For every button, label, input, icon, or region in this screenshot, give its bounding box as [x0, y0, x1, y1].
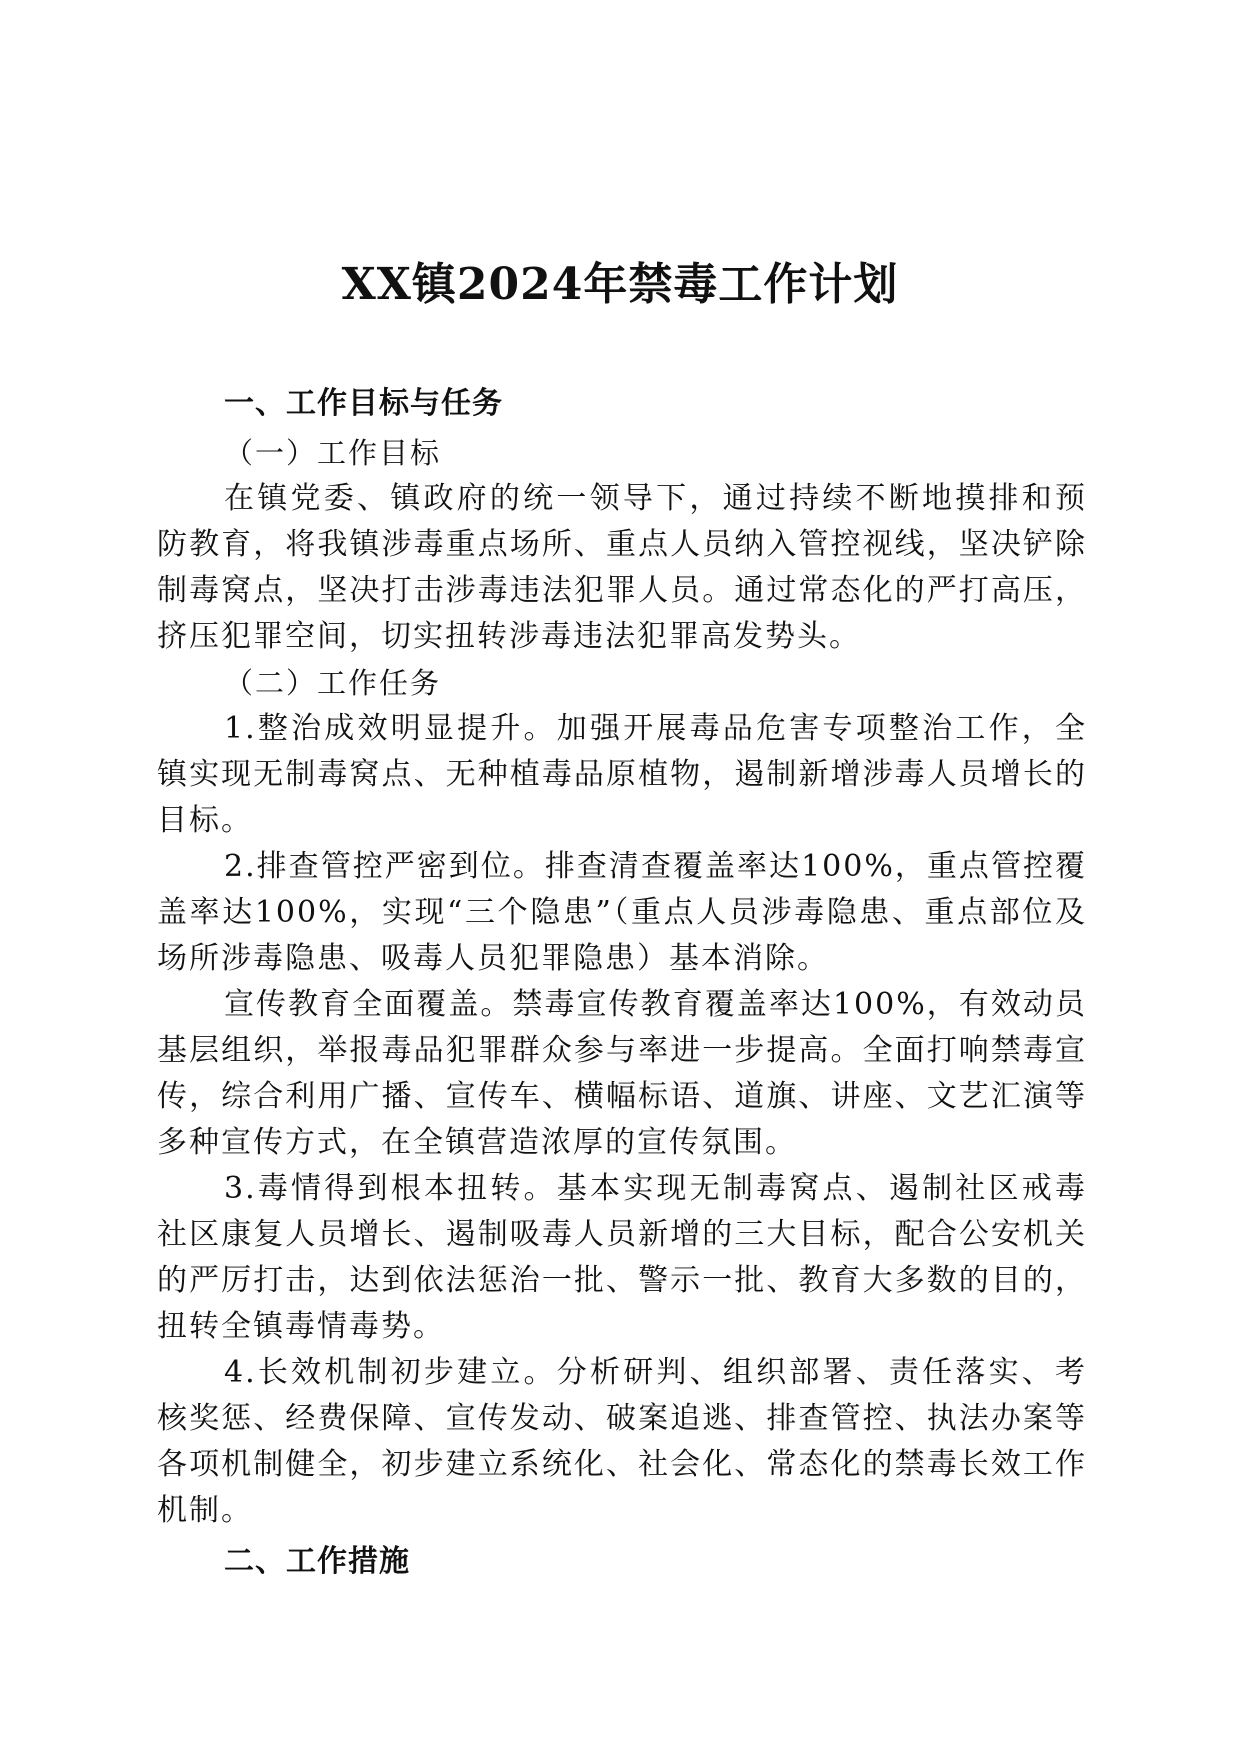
paragraph-task-4: 4.长效机制初步建立。分析研判、组织部署、责任落实、考核奖惩、经费保障、宣传发动、破案追逃、排查管控、执法办案等各项机制健全，初步建立系统化、社会化、常态化的禁毒长效工作机制。	[157, 1355, 1087, 1528]
subsection-heading-tasks: （二）工作任务	[224, 666, 442, 700]
document-title: XX镇2024年禁毒工作计划	[341, 259, 899, 310]
section-heading-measures: 二、工作措施	[224, 1544, 410, 1579]
paragraph-task-2: 2.排查管控严密到位。排查清查覆盖率达100%，重点管控覆盖率达100%，实现“三个隐患”（重点人员涉毒隐患、重点部位及场所涉毒隐患、吸毒人员犯罪隐患）基本消除。	[157, 849, 1087, 976]
section-heading-goals-tasks: 一、工作目标与任务	[224, 386, 503, 421]
paragraph-task-2b: 宣传教育全面覆盖。禁毒宣传教育覆盖率达100%，有效动员基层组织，举报毒品犯罪群众参与率进一步提高。全面打响禁毒宣传，综合利用广播、宣传车、横幅标语、道旗、讲座、文艺汇演等多种宣传方式，在全镇营造浓厚的宣传氛围。	[157, 987, 1087, 1160]
paragraph-goals: 在镇党委、镇政府的统一领导下，通过持续不断地摸排和预防教育，将我镇涉毒重点场所、重点人员纳入管控视线，坚决铲除制毒窝点，坚决打击涉毒违法犯罪人员。通过常态化的严打高压，挤压犯罪空间，切实扭转涉毒违法犯罪高发势头。	[157, 481, 1087, 654]
paragraph-task-3: 3.毒情得到根本扭转。基本实现无制毒窝点、遏制社区戒毒社区康复人员增长、遏制吸毒人员新增的三大目标，配合公安机关的严厉打击，达到依法惩治一批、警示一批、教育大多数的目的，扭转全镇毒情毒势。	[157, 1171, 1087, 1344]
subsection-heading-goals: （一）工作目标	[224, 436, 442, 470]
paragraph-task-1: 1.整治成效明显提升。加强开展毒品危害专项整治工作，全镇实现无制毒窝点、无种植毒品原植物，遏制新增涉毒人员增长的目标。	[157, 711, 1087, 838]
document-body	[157, 378, 1087, 1588]
